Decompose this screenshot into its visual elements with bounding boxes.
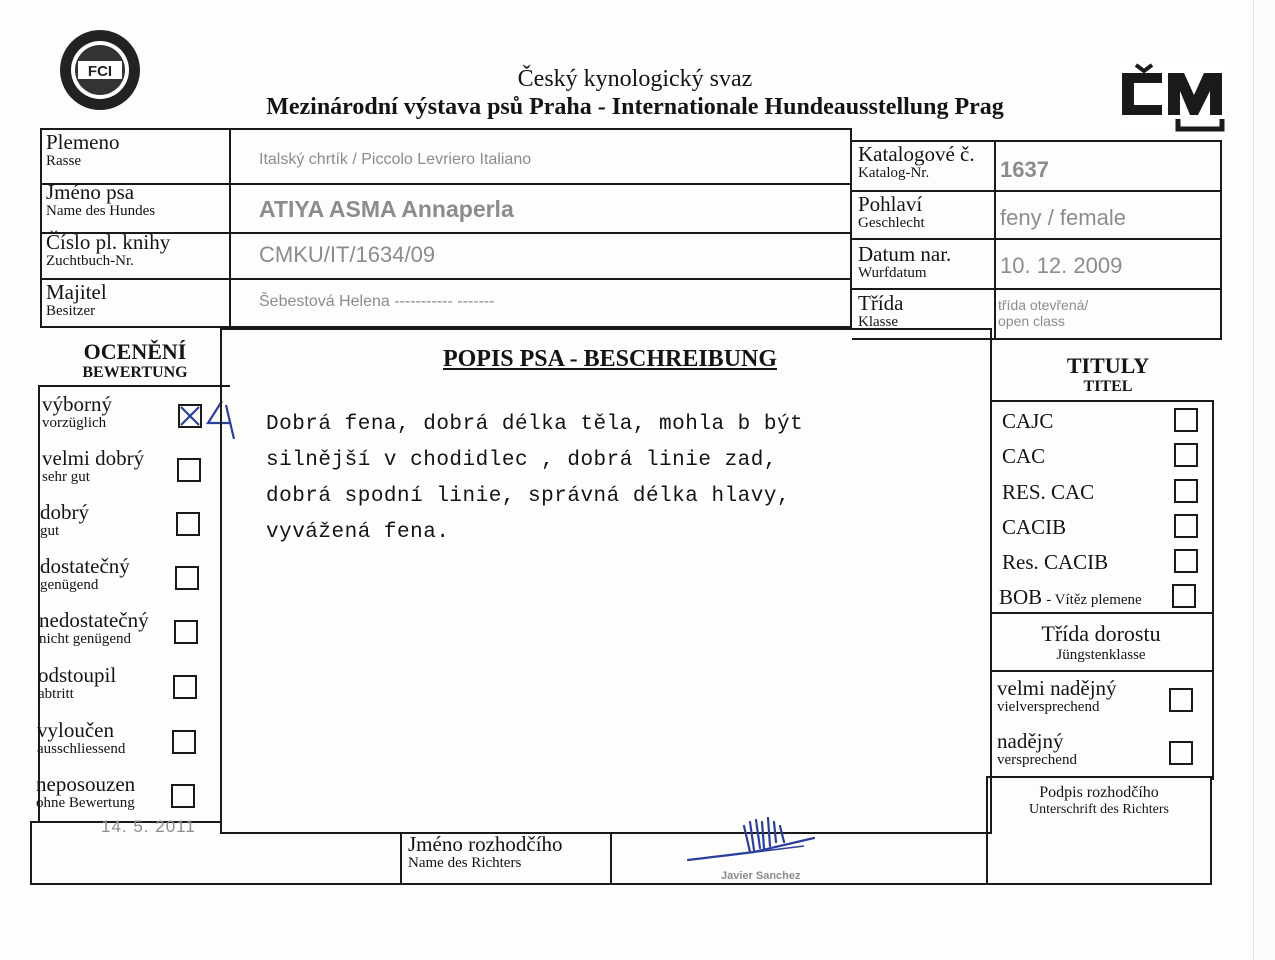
class-label: Třída Klasse [858,291,904,330]
catalog-label: Katalogové č. Katalog-Nr. [858,142,975,181]
title-checkbox[interactable] [1174,479,1198,503]
rating-item [37,719,125,757]
rating-checkbox[interactable] [178,404,202,428]
birth-label: Datum nar. Wurfdatum [858,242,952,281]
breed-value: Italský chrtík / Piccolo Levriero Italiano [259,151,532,168]
sex-value: feny / female [1000,205,1126,230]
rating-item [42,447,144,485]
rating-checkbox[interactable] [175,566,199,590]
title-checkbox[interactable] [1174,549,1198,573]
titles-heading: TITULY TITEL [1066,353,1150,395]
signature-label: Podpis rozhodčího Unterschrift des Richters [1029,784,1169,817]
title-label: CAC [1002,444,1046,468]
junior-heading: Třída dorostu Jüngstenklasse [1041,621,1161,663]
rating-label: dobrý [40,500,89,524]
rating-checkbox[interactable] [174,620,198,644]
junior-item-nadejny: nadějný versprechend [997,729,1077,768]
bob-label: BOB [999,585,1043,609]
rating-sublabel: ohne Bewertung [36,795,135,811]
class-value: třída otevřená/ open class [998,297,1089,329]
rating-checkbox[interactable] [176,512,200,536]
rating-label: odstoupil [38,663,117,687]
studbook-label: Číslo pl. knihy Zuchtbuch-Nr. [46,230,171,269]
rating-sublabel: ausschliessend [37,741,126,757]
catalog-value: 1637 [1000,157,1049,182]
description-line: silnější v chodidlec , dobrá linie zad, [266,449,777,472]
judge-stamp: Javier Sanchez [721,870,801,882]
description-line: dobrá spodní linie, správná délka hlavy, [266,485,791,508]
junior-checkbox-nadejny[interactable] [1169,741,1193,765]
rating-sublabel: gut [40,523,60,539]
rating-sublabel: genügend [40,577,99,593]
sex-label: Pohlaví Geschlecht [858,192,925,231]
rating-label: neposouzen [36,772,136,796]
scan-edge [1253,0,1275,960]
rating-label: výborný [42,392,112,416]
description-heading: POPIS PSA - BESCHREIBUNG [442,346,778,372]
description-line: vyvážená fena. [266,521,450,544]
owner-label: Majitel Besitzer [46,280,107,319]
rating-label: nedostatečný [39,608,149,632]
bob-checkbox[interactable] [1172,584,1196,608]
rating-label: vyloučen [37,718,114,742]
rating-sublabel: nicht genügend [39,631,132,647]
bob-row [999,585,1142,610]
rating-checkbox[interactable] [177,458,201,482]
fci-logo [58,28,142,112]
ratings-heading: OCENĚNÍ BEWERTUNG [82,339,188,381]
studbook-value: CMKU/IT/1634/09 [259,242,436,267]
judge-signature [684,812,824,878]
date-stamp: 14. 5. 2011 [101,817,196,836]
cmku-logo [1118,63,1226,133]
rating-sublabel: abtritt [38,686,74,702]
junior-checkbox-velmi-nadejny[interactable] [1169,688,1193,712]
page-title: Mezinárodní výstava psů Praha - Internationale Hundeausstellung Prag [266,94,1004,120]
rating-item [40,501,89,539]
owner-value: Šebestová Helena ----------- ------- [259,293,495,310]
birth-value: 10. 12. 2009 [1000,253,1123,278]
rating-sublabel: sehr gut [42,469,90,485]
svg-text:FCI: FCI [87,63,113,80]
rating-item [38,664,116,702]
rating-label: dostatečný [40,554,130,578]
title-label: Res. CACIB [1002,550,1109,574]
rating-item [40,555,130,593]
rating-checkbox[interactable] [171,784,195,808]
title-checkbox[interactable] [1174,408,1198,432]
description-text [266,407,803,551]
title-label: CACIB [1002,515,1067,539]
name-label: Jméno psa Name des Hundes [46,180,156,219]
rating-item [39,609,149,647]
title-checkbox[interactable] [1174,443,1198,467]
title-checkbox[interactable] [1174,514,1198,538]
rating-checkbox[interactable] [172,730,196,754]
description-box [220,328,992,834]
rating-sublabel: vorzüglich [42,415,107,431]
description-line: Dobrá fena, dobrá délka těla, mohla b být [266,413,804,436]
title-label: RES. CAC [1002,480,1095,504]
rating-item [42,393,112,431]
rating-item [36,773,135,811]
bob-sublabel: - Vítěz plemene [1046,592,1142,608]
judge-label: Jméno rozhodčího Name des Richters [408,832,563,871]
rating-label: velmi dobrý [42,446,145,470]
dog-name-value: ATIYA ASMA Annaperla [259,196,514,222]
title-label: CAJC [1002,409,1054,433]
junior-item-velmi-nadejny: velmi nadějný vielversprechend [997,676,1117,715]
rating-checkbox[interactable] [173,675,197,699]
breed-label: Plemeno Rasse [46,130,120,169]
org-name: Český kynologický svaz [517,66,753,92]
